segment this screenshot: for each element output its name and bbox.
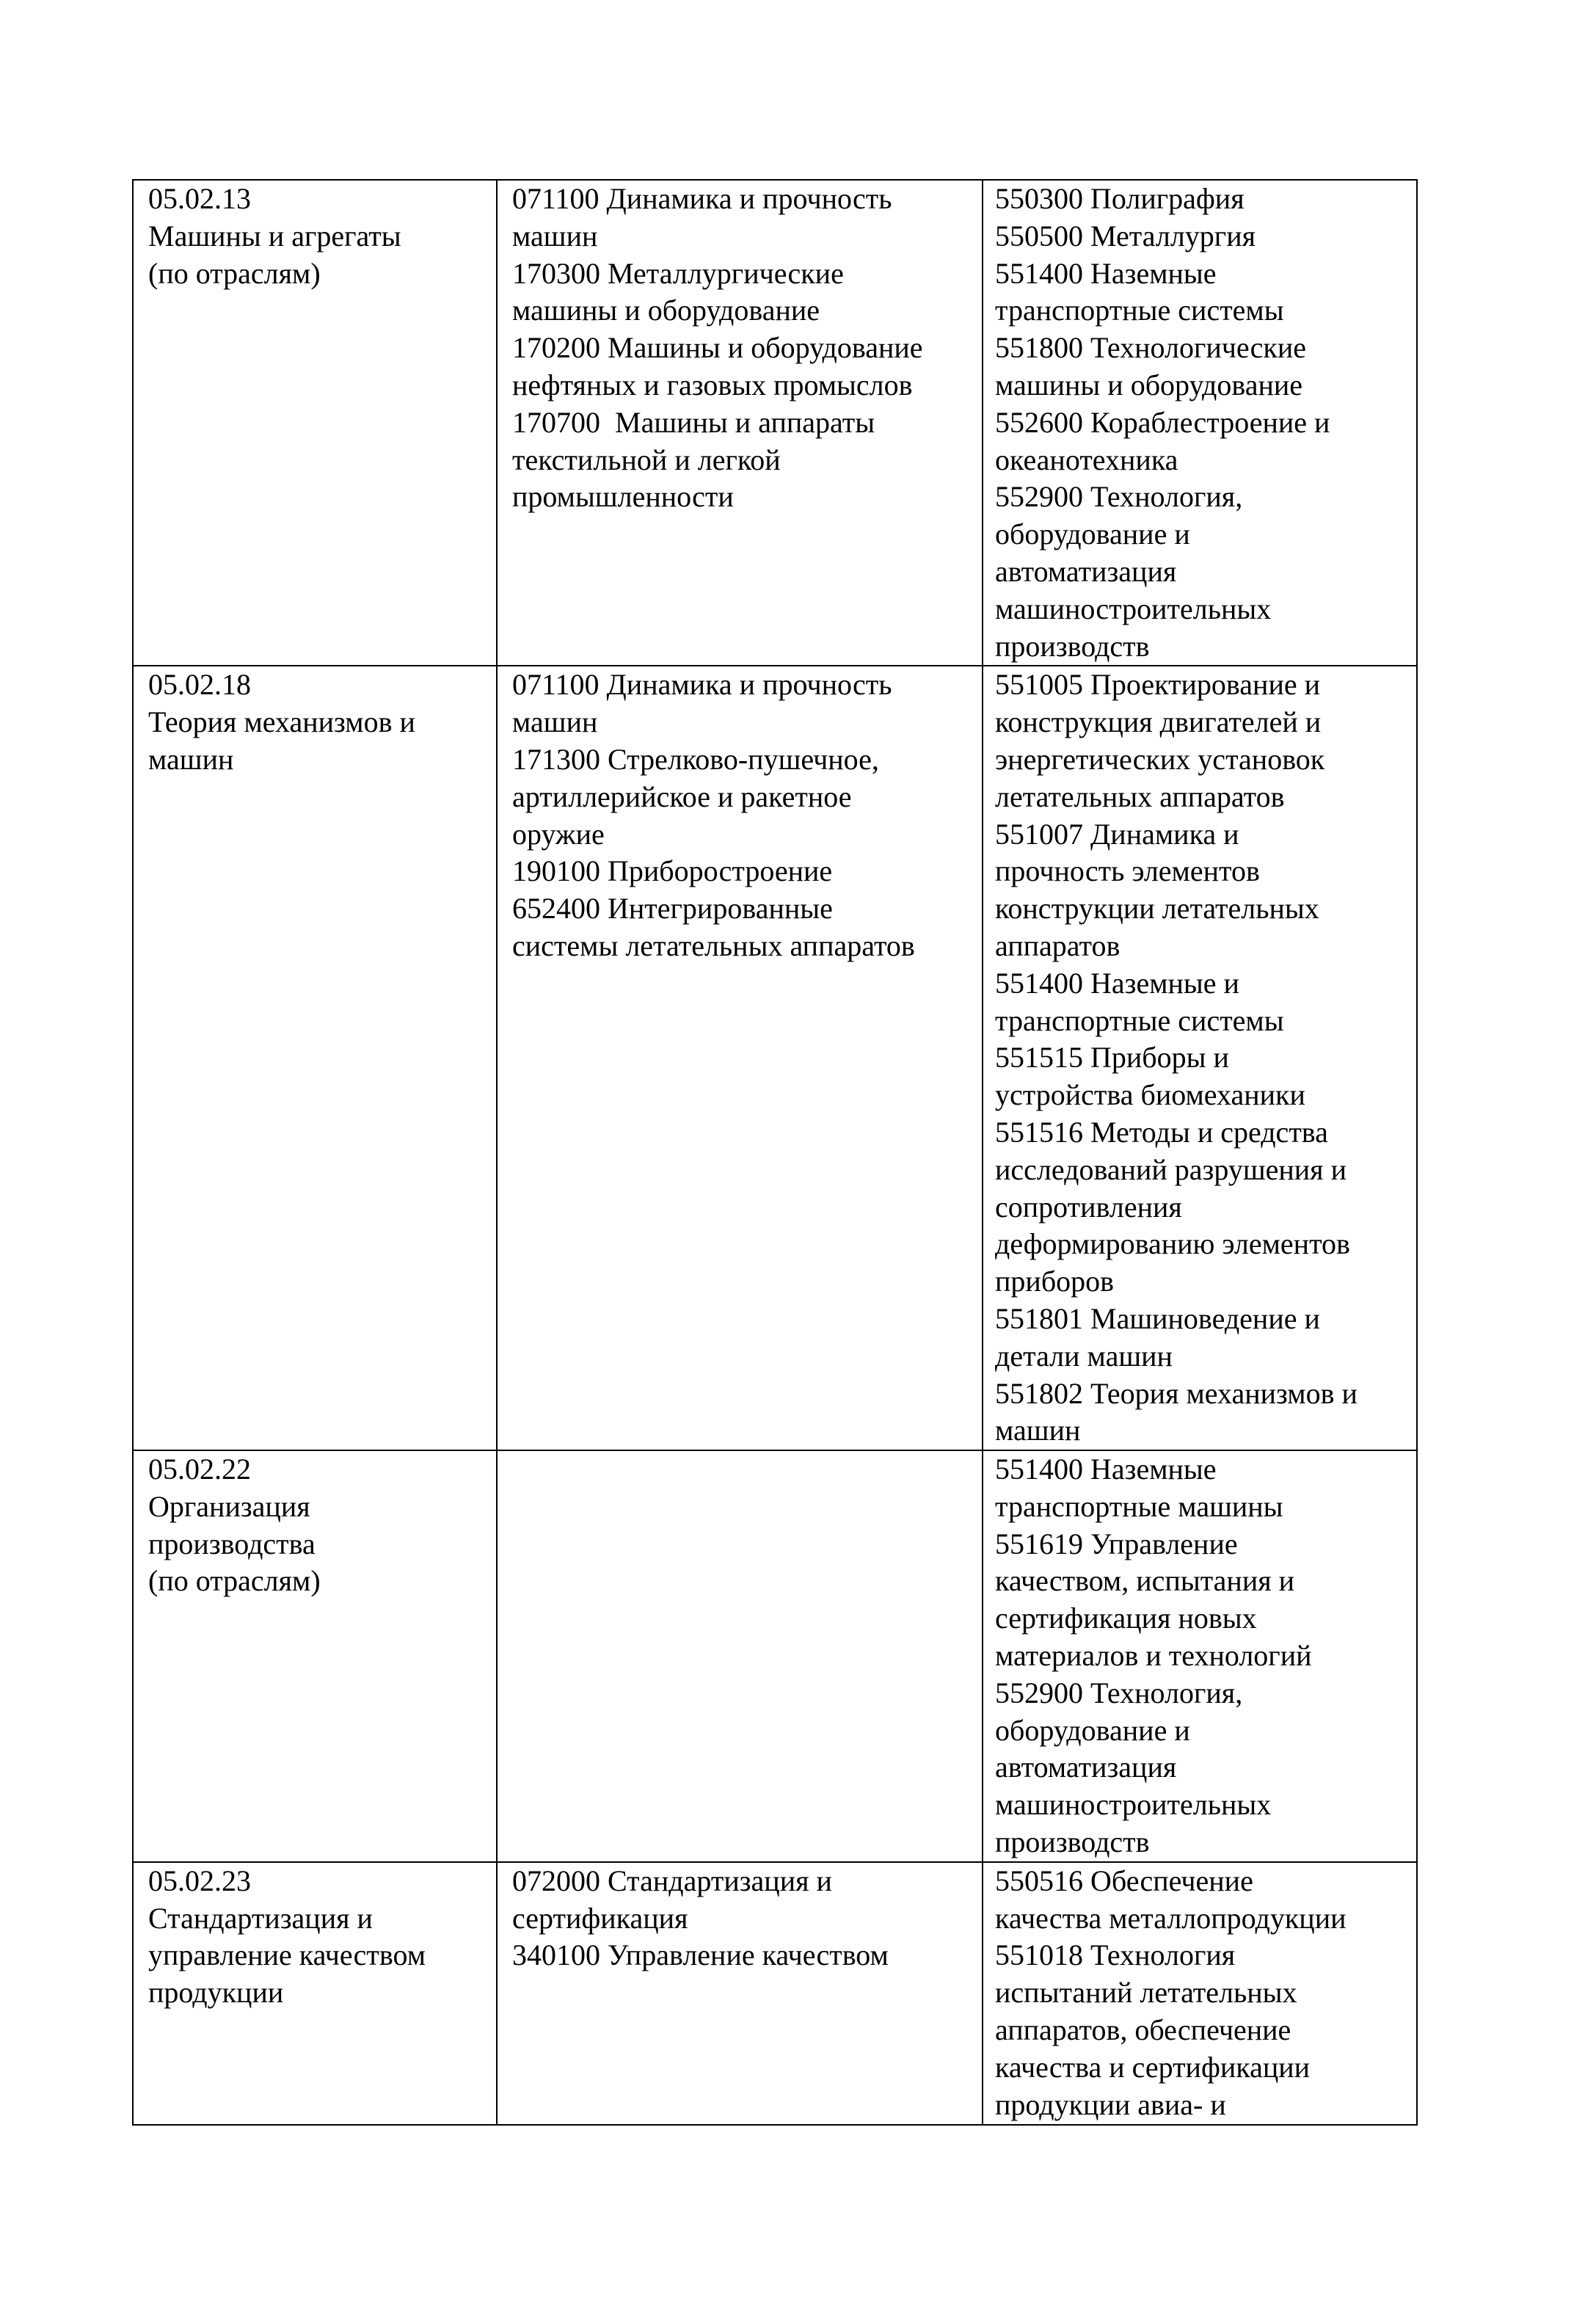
new-direction-line: транспортные машины — [995, 1489, 1283, 1523]
specialty-name-line: (по отраслям) — [148, 1564, 321, 1598]
old-specialty-line: сертификация — [512, 1901, 688, 1935]
old-specialty-line: машины и оборудование — [512, 294, 820, 327]
old-specialties-cell — [497, 666, 983, 1450]
specialty-code: 05.02.13 — [148, 182, 251, 215]
specialty-code: 05.02.23 — [148, 1864, 251, 1897]
new-direction-line: детали машин — [995, 1339, 1173, 1373]
new-direction-line: автоматизация — [995, 1751, 1177, 1784]
new-direction-line: 552900 Технология, — [995, 1676, 1243, 1709]
specialty-cell — [133, 180, 497, 666]
new-direction-line: машиностроительных — [995, 592, 1272, 625]
old-specialty-line: 171300 Стрелково-пушечное, — [512, 742, 879, 776]
new-direction-line: 551005 Проектирование и — [995, 668, 1321, 702]
new-direction-line: приборов — [995, 1265, 1115, 1298]
specialty-name-line: производства — [148, 1527, 316, 1560]
old-specialty-line: 170300 Металлургические — [512, 256, 844, 290]
new-directions-cell — [983, 1450, 1417, 1862]
specialty-correspondence-table — [132, 179, 1418, 2126]
new-direction-line: 551516 Методы и средства — [995, 1115, 1328, 1149]
new-directions-cell — [983, 1862, 1417, 2125]
new-direction-line: 550300 Полиграфия — [995, 182, 1245, 215]
specialty-name-line: машин — [148, 742, 234, 776]
old-specialties-cell — [497, 1862, 983, 2125]
old-specialties-cell — [497, 180, 983, 666]
new-direction-line: океанотехника — [995, 443, 1178, 476]
specialty-name-line: продукции — [148, 1976, 284, 2010]
new-direction-line: энергетических установок — [995, 742, 1325, 776]
old-specialty-line: 071100 Динамика и прочность — [512, 668, 892, 702]
specialty-name-line: Теория механизмов и — [148, 705, 415, 739]
new-direction-line: деформированию элементов — [995, 1227, 1350, 1261]
old-specialty-line: текстильной и легкой — [512, 443, 781, 476]
old-specialty-line: машин — [512, 219, 598, 252]
new-direction-line: машин — [995, 1414, 1081, 1447]
new-direction-line: материалов и технологий — [995, 1639, 1312, 1673]
old-specialty-line: 652400 Интегрированные — [512, 892, 833, 926]
old-specialty-line: 170700 Машины и аппараты — [512, 405, 875, 439]
new-direction-line: сопротивления — [995, 1190, 1182, 1224]
new-direction-line: 551802 Теория механизмов и — [995, 1376, 1358, 1410]
new-direction-line: производств — [995, 629, 1150, 663]
new-direction-line: 550516 Обеспечение — [995, 1864, 1253, 1897]
table-row — [133, 666, 1417, 1450]
new-direction-line: качества и сертификации — [995, 2050, 1311, 2084]
old-specialty-line: 190100 Приборостроение — [512, 854, 833, 888]
specialty-name-line: Организация — [148, 1489, 310, 1523]
new-direction-line: транспортные системы — [995, 294, 1284, 327]
new-direction-line: 551018 Технология — [995, 1938, 1236, 1972]
new-directions-cell — [983, 180, 1417, 666]
old-specialty-line: артиллерийское и ракетное — [512, 779, 852, 813]
old-specialty-line: системы летательных аппаратов — [512, 928, 915, 962]
new-direction-line: качества металлопродукции — [995, 1901, 1347, 1935]
new-direction-line: машиностроительных — [995, 1788, 1272, 1822]
new-direction-line: производств — [995, 1825, 1150, 1859]
specialty-cell — [133, 1862, 497, 2125]
old-specialty-line: промышленности — [512, 480, 734, 514]
new-direction-line: конструкции летательных — [995, 892, 1319, 926]
specialty-code: 05.02.18 — [148, 668, 251, 702]
new-direction-line: исследований разрушения и — [995, 1152, 1347, 1186]
table-row — [133, 180, 1417, 666]
new-directions-cell — [983, 666, 1417, 1450]
old-specialty-line: 340100 Управление качеством — [512, 1938, 889, 1972]
old-specialty-line: 072000 Стандартизация и — [512, 1864, 832, 1897]
old-specialty-line: 071100 Динамика и прочность — [512, 182, 892, 215]
new-direction-line: 552600 Кораблестроение и — [995, 405, 1330, 439]
new-direction-line: сертификация новых — [995, 1602, 1257, 1635]
new-direction-line: 551619 Управление — [995, 1527, 1238, 1560]
new-direction-line: аппаратов — [995, 928, 1121, 962]
new-direction-line: устройства биомеханики — [995, 1078, 1305, 1112]
new-direction-line: 551007 Динамика и — [995, 817, 1239, 851]
new-direction-line: испытаний летательных — [995, 1976, 1297, 2010]
new-direction-line: машины и оборудование — [995, 368, 1303, 401]
new-direction-line: 551400 Наземные — [995, 1453, 1217, 1486]
table-body — [133, 180, 1417, 2125]
new-direction-line: 551515 Приборы и — [995, 1041, 1229, 1075]
new-direction-line: 551400 Наземные и — [995, 966, 1239, 1000]
new-direction-line: летательных аппаратов — [995, 779, 1285, 813]
new-direction-line: продукции авиа- и — [995, 2087, 1226, 2121]
specialty-cell — [133, 666, 497, 1450]
new-direction-line: 551400 Наземные — [995, 256, 1217, 290]
new-direction-line: оборудование и — [995, 1713, 1190, 1747]
old-specialties-cell — [497, 1450, 983, 1862]
table-row — [133, 1862, 1417, 2125]
new-direction-line: оборудование и — [995, 517, 1190, 551]
new-direction-line: качеством, испытания и — [995, 1564, 1295, 1598]
new-direction-line: 552900 Технология, — [995, 480, 1243, 514]
new-direction-line: 551800 Технологические — [995, 331, 1307, 365]
old-specialty-line: оружие — [512, 817, 605, 851]
specialty-name-line: Стандартизация и — [148, 1901, 373, 1935]
specialty-name-line: управление качеством — [148, 1938, 426, 1972]
new-direction-line: 551801 Машиноведение и — [995, 1301, 1320, 1335]
specialty-code: 05.02.22 — [148, 1453, 251, 1486]
table-row — [133, 1450, 1417, 1862]
old-specialty-line: машин — [512, 705, 598, 739]
specialty-name-line: Машины и агрегаты — [148, 219, 401, 252]
new-direction-line: автоматизация — [995, 554, 1177, 588]
new-direction-line: конструкция двигателей и — [995, 705, 1322, 739]
old-specialty-line: нефтяных и газовых промыслов — [512, 368, 913, 401]
new-direction-line: 550500 Металлургия — [995, 219, 1256, 252]
specialty-cell — [133, 1450, 497, 1862]
new-direction-line: аппаратов, обеспечение — [995, 2013, 1291, 2047]
old-specialty-line: 170200 Машины и оборудование — [512, 331, 923, 365]
new-direction-line: транспортные системы — [995, 1003, 1284, 1037]
new-direction-line: прочность элементов — [995, 854, 1260, 888]
specialty-name-line: (по отраслям) — [148, 256, 321, 290]
